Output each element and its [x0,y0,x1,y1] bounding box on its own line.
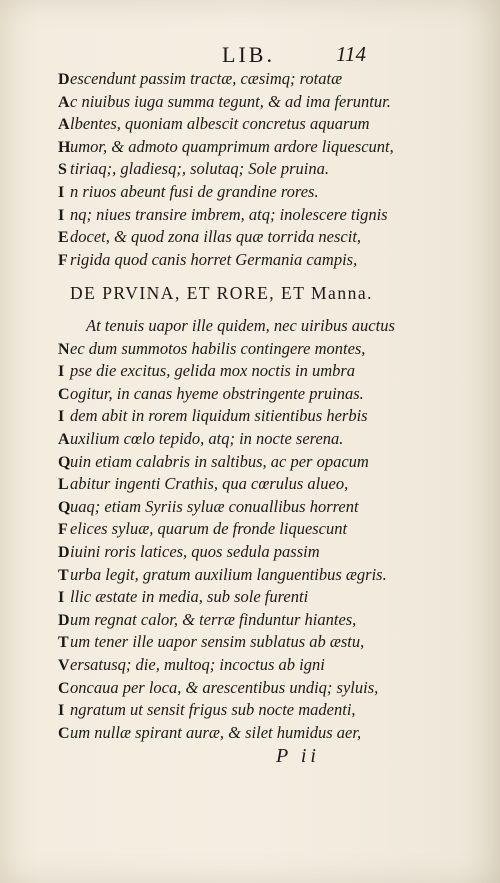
verse-line [58,428,438,451]
verse-line [58,586,438,609]
verse-block-1 [58,68,428,271]
verse-line [58,496,438,519]
initial-capital: E [58,229,69,247]
verse-text: lbentes, quoniam albescit concretus aquarum [70,114,370,134]
verse-line [58,315,438,338]
initial-capital: I [58,589,65,607]
initial-capital: A [58,116,70,134]
verse-text: uaq; etiam Syriis syluæ conuallibus horrent [70,496,359,516]
verse-text: tiriaq;, gladiesq;, solutaq; Sole pruina. [70,159,329,179]
verse-line [58,113,428,136]
verse-line [58,136,428,159]
initial-capital: D [58,611,70,629]
verse-line [58,677,438,700]
verse-text: abitur ingenti Crathis, qua cœrulus alueo, [70,474,349,494]
verse-line [58,360,438,383]
verse-line [58,564,438,587]
verse-text: oncaua per loca, & arescentibus undiq; syluis, [70,677,379,697]
verse-text: um regnat calor, & terræ finduntur hiantes, [70,609,357,629]
verse-line [58,541,438,564]
initial-capital: V [58,656,70,674]
verse-text: llic æstate in media, sub sole furenti [70,587,309,607]
verse-text: rigida quod canis horret Germania campis, [70,249,358,269]
verse-text: uxilium cœlo tepido, atq; in nocte serena. [70,428,344,448]
initial-capital: I [58,363,65,381]
verse-text: ogitur, in canas hyeme obstringente pruinas. [70,383,364,403]
page-header [0,42,500,70]
verse-text: docet, & quod zona illas quæ torrida nescit, [70,227,362,247]
verse-text: elices syluæ, quarum de fronde liquescunt [70,519,348,539]
verse-text: umor, & admoto quamprimum ardore liquescunt, [70,136,394,156]
verse-line [58,473,438,496]
initial-capital: Q [58,498,71,516]
initial-capital: C [58,679,70,697]
initial-capital: F [58,521,68,539]
verse-text: um tener ille uapor sensim sublatus ab æstu, [70,632,365,652]
initial-capital: I [58,206,65,224]
verse-text: urba legit, gratum auxilium languentibus ægris. [70,564,387,584]
verse-text: dem abit in rorem liquidum sitientibus herbis [70,406,368,426]
verse-line [58,249,428,272]
verse-text: pse die excitus, gelida mox noctis in umbra [70,361,356,381]
initial-capital: N [58,340,70,358]
verse-text: escendunt passim tractæ, cæsimq; rotatæ [70,69,343,88]
folio-number: 114 [336,42,366,66]
initial-capital: D [58,543,70,561]
verse-line [58,722,438,745]
verse-line [58,68,428,91]
verse-line [58,383,438,406]
verse-line [58,338,438,361]
verse-line [58,181,428,204]
verse-text: iuini roris latices, quos sedula passim [70,541,320,561]
initial-capital: Q [58,453,71,471]
verse-text: c niuibus iuga summa tegunt, & ad ima feruntur. [70,91,391,111]
initial-capital: T [58,566,69,584]
initial-capital: C [58,385,70,403]
initial-capital: A [58,430,70,448]
running-head: LIB. [222,42,275,67]
verse-line [58,609,438,632]
verse-line [58,518,438,541]
initial-capital: I [58,702,65,720]
verse-block-2 [58,315,438,744]
initial-capital: I [58,408,65,426]
verse-text: At tenuis uapor ille quidem, nec uiribus auctus [86,316,395,335]
initial-capital: C [58,724,70,742]
initial-capital: T [58,634,69,652]
section-heading: DE PRVINA, ET RORE, ET Manna. [70,283,373,303]
verse-line [58,204,428,227]
verse-line [58,631,438,654]
verse-line [58,699,438,722]
verse-line [58,91,428,114]
verse-text: nq; niues transire imbrem, atq; inolescere tignis [70,204,388,224]
verse-text: uin etiam calabris in saltibus, ac per opacum [70,451,369,471]
initial-capital: F [58,251,68,269]
verse-line [58,226,428,249]
verse-text: n riuos abeunt fusi de grandine rores. [70,181,319,201]
signature-mark: P ii [276,745,320,767]
initial-capital: D [58,71,70,88]
verse-line [58,654,438,677]
initial-capital: I [58,183,65,201]
verse-text: ersatusq; die, multoq; incoctus ab igni [70,654,325,674]
verse-line [58,405,438,428]
initial-capital: L [58,476,69,494]
verse-line [58,451,438,474]
verse-text: ec dum summotos habilis contingere montes, [70,338,366,358]
verse-line [58,158,428,181]
initial-capital: A [58,93,70,111]
verse-text: um nullæ spirant auræ, & silet humidus aer, [70,722,362,742]
initial-capital: S [58,161,67,179]
initial-capital: H [58,138,71,156]
verse-text: ngratum ut sensit frigus sub nocte madenti, [70,700,356,720]
